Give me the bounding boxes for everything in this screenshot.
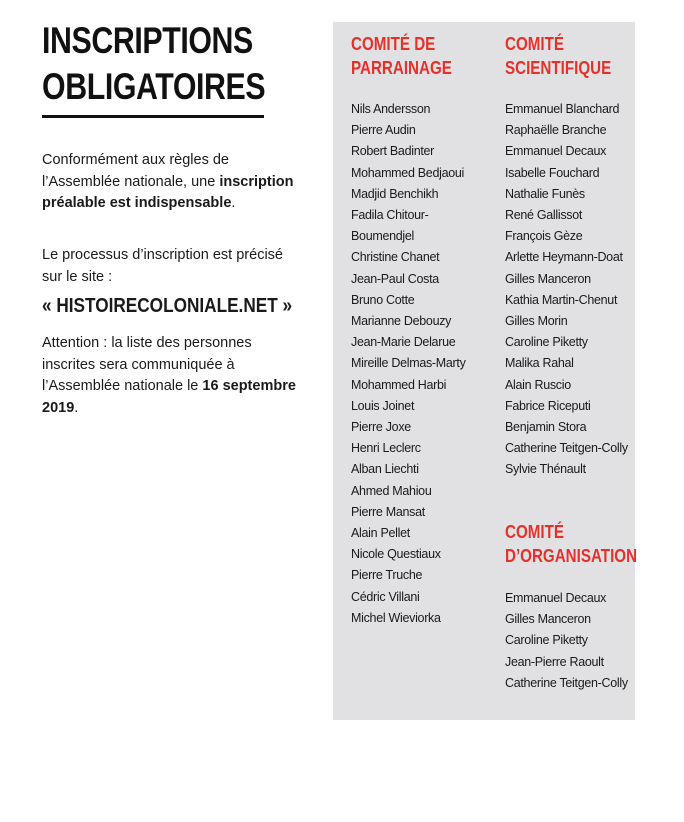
registration-section [42, 18, 302, 416]
member-name: Jean-Marie Delarue [351, 335, 456, 350]
rules-text: Conformément aux règles de l’Assemblée nationale, une [42, 152, 229, 190]
member-name: René Gallissot [505, 208, 583, 223]
member-name: Mohammed Harbi [351, 377, 447, 392]
member-name: Nathalie Funès [505, 186, 585, 201]
member-name: Michel Wieviorka [351, 610, 441, 625]
member-name: Henri Leclerc [351, 441, 421, 456]
rules-period: . [231, 195, 236, 211]
member-name: Benjamin Stora [505, 420, 587, 435]
member-name: Robert Badinter [351, 144, 435, 159]
parrainage-title-line-1: COMITÉ DE [351, 33, 436, 54]
member-name: Jean-Paul Costa [351, 271, 439, 286]
member-name: Mireille Delmas-Marty [351, 356, 466, 371]
member-name: Nicole Questiaux [351, 547, 441, 562]
member-name: Pierre Truche [351, 568, 423, 583]
member-name: Gilles Manceron [505, 612, 591, 627]
organisation-title [505, 520, 637, 568]
member-name: Emmanuel Decaux [505, 591, 607, 605]
title-line-1: INSCRIPTIONS [42, 20, 253, 61]
member-name: Gilles Morin [505, 314, 568, 329]
deadline-date: 16 septembre 2019 [42, 378, 296, 416]
member-name: Caroline Piketty [505, 335, 588, 350]
member-name: Madjid Benchikh [351, 186, 439, 201]
member-name: Kathia Martin-Chenut [505, 292, 618, 307]
organisation-title-line-2: D’ORGANISATION [505, 545, 638, 566]
member-name: Christine Chanet [351, 250, 440, 265]
attention-paragraph [42, 333, 302, 419]
organisation-members-list [505, 588, 645, 694]
member-name: François Gèze [505, 229, 583, 244]
member-name: Alban Liechti [351, 462, 419, 477]
member-name: Louis Joinet [351, 398, 415, 413]
member-name: Fabrice Riceputi [505, 398, 591, 413]
member-name: Raphaëlle Branche [505, 123, 607, 138]
organisation-title-line-1: COMITÉ [505, 521, 565, 542]
scientifique-title-line-1: COMITÉ [505, 33, 565, 54]
member-name: Nils Andersson [351, 102, 431, 116]
member-name: Marianne Debouzy [351, 314, 452, 329]
attention-period: . [74, 399, 79, 416]
scientifique-members-list [505, 99, 640, 481]
member-name: Ahmed Mahiou [351, 483, 432, 498]
scientifique-title-line-2: SCIENTIFIQUE [505, 57, 612, 78]
member-name: Fadila Chitour-Boumendjel [351, 208, 429, 244]
member-name: Pierre Mansat [351, 504, 425, 519]
parrainage-members-list [351, 99, 491, 629]
member-name: Gilles Manceron [505, 271, 591, 286]
parrainage-title [351, 32, 452, 80]
member-name: Arlette Heymann-Doat [505, 250, 623, 265]
member-name: Caroline Piketty [505, 633, 588, 648]
website-link[interactable]: « HISTOIRECOLONIALE.NET » [42, 295, 293, 317]
scientifique-title [505, 32, 611, 80]
member-name: Emmanuel Blanchard [505, 102, 620, 116]
parrainage-title-line-2: PARRAINAGE [351, 57, 452, 78]
member-name: Alain Ruscio [505, 377, 571, 392]
title-underline [42, 115, 264, 118]
member-name: Malika Rahal [505, 356, 574, 371]
member-name: Catherine Teitgen-Colly [505, 441, 628, 456]
scientifique-column [505, 22, 638, 690]
member-name: Pierre Joxe [351, 420, 411, 435]
member-name: Jean-Pierre Raoult [505, 654, 604, 669]
member-name: Emmanuel Decaux [505, 144, 607, 159]
member-name: Alain Pellet [351, 526, 410, 541]
member-name: Bruno Cotte [351, 292, 415, 307]
rules-emphasis: inscription préalable est indispensable [42, 173, 294, 211]
rules-paragraph [42, 150, 302, 215]
title-line-2: OBLIGATOIRES [42, 66, 266, 107]
process-paragraph: Le processus d’inscription est précisé sur le site : [42, 247, 283, 285]
member-name: Mohammed Bedjaoui [351, 165, 465, 180]
member-name: Sylvie Thénault [505, 462, 586, 477]
attention-text: Attention : la liste des personnes inscrites sera communiquée à l’Assemblée nationale le [42, 335, 252, 394]
member-name: Pierre Audin [351, 123, 416, 138]
committees-panel [333, 22, 638, 720]
member-name: Cédric Villani [351, 589, 420, 604]
page-title [42, 18, 266, 110]
member-name: Catherine Teitgen-Colly [505, 675, 628, 690]
member-name: Isabelle Fouchard [505, 165, 600, 180]
parrainage-column [351, 22, 474, 625]
